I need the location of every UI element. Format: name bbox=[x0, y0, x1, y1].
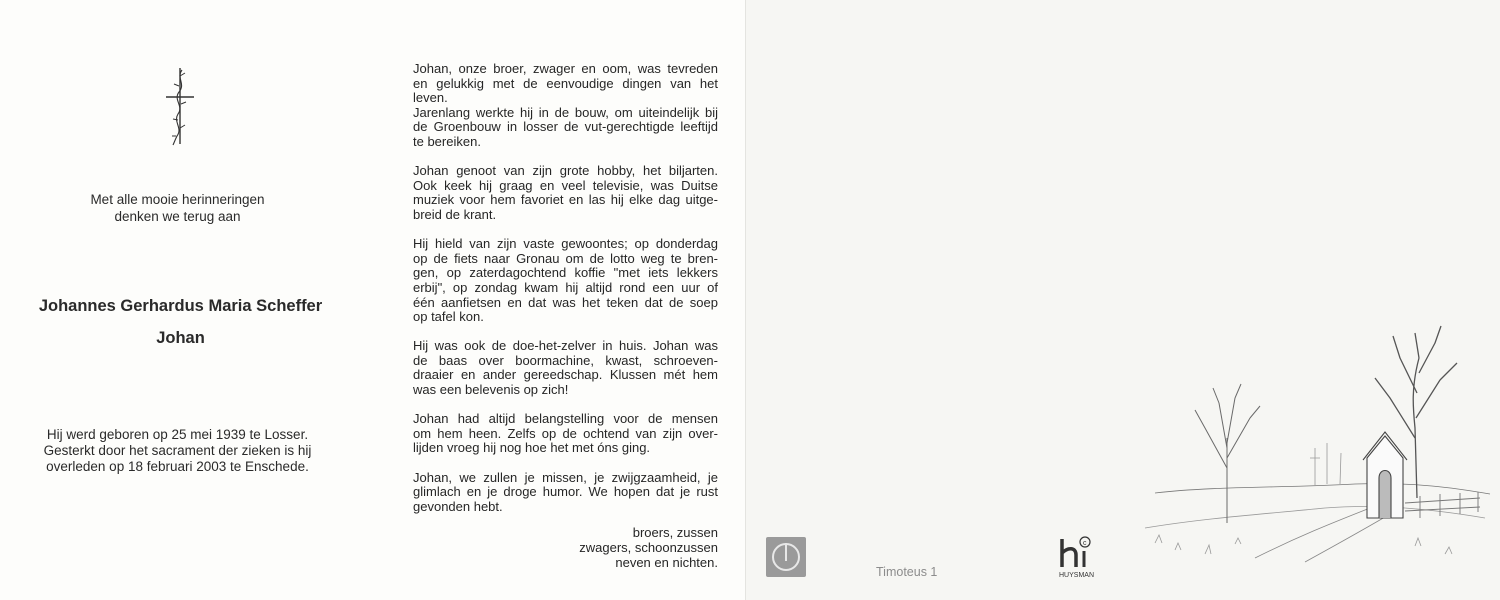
text-line: Johan, we zullen je missen, je zwijgzaamheid, je bbox=[413, 469, 718, 485]
text-line: Johan had altijd belangstelling voor de mensen bbox=[413, 411, 718, 427]
text-line: leven. bbox=[413, 90, 448, 106]
text-line: Johan, onze broer, zwager en oom, was tevreden bbox=[413, 61, 718, 76]
landscape-drawing bbox=[1135, 318, 1495, 563]
text-line: één aanfietsen en dat was het teken dat de soep bbox=[413, 294, 718, 310]
card-fold bbox=[745, 0, 746, 600]
paragraph bbox=[413, 412, 718, 456]
intro-line: Met alle mooie herinneringen bbox=[90, 192, 265, 207]
biography-line: overleden op 18 februari 2003 te Enschede. bbox=[46, 459, 309, 474]
deceased-full-name: Johannes Gerhardus Maria Scheffer bbox=[38, 297, 323, 315]
text-line: gevonden hebt. bbox=[413, 498, 503, 514]
text-line: om hem heen. Zelfs op de ochtend van zijn over- bbox=[413, 425, 718, 441]
text-line: erbij", op zondag kwam hij altijd rond een uur of bbox=[413, 279, 718, 295]
text-line: op tafel kon. bbox=[413, 309, 484, 325]
text-line: op de fiets naar Gronau om de lotto weg te bren- bbox=[413, 250, 718, 266]
text-line: gen, op zaterdagochtend koffie "met iets lekkers bbox=[413, 265, 718, 281]
text-line: was een belevenis op zich! bbox=[413, 382, 569, 398]
text-line: muziek voor hem favoriet en las hij elke dag uitge- bbox=[413, 192, 718, 208]
biography-text bbox=[20, 427, 335, 475]
signoff-line: zwagers, schoonzussen bbox=[579, 540, 718, 555]
text-line: Hij hield van zijn vaste gewoontes; op donderdag bbox=[413, 236, 718, 252]
publisher-logo-icon bbox=[766, 537, 806, 577]
text-line: lijden vroeg hij nog hoe het met óns ging. bbox=[413, 440, 651, 456]
text-line: Johan genoot van zijn grote hobby, het biljarten. bbox=[413, 163, 718, 179]
text-line: draaier en ander gereedschap. Klussen mét hem bbox=[413, 367, 718, 383]
paragraph bbox=[413, 62, 718, 150]
intro-text bbox=[40, 191, 315, 225]
deceased-nickname: Johan bbox=[156, 329, 205, 347]
signoff bbox=[540, 525, 718, 570]
text-line: breid de krant. bbox=[413, 206, 497, 222]
text-line: Hij was ook de doe-het-zelver in huis. Johan was bbox=[413, 338, 718, 354]
text-line: te bereiken. bbox=[413, 133, 481, 149]
cross-icon bbox=[160, 64, 200, 148]
memorial-text bbox=[413, 62, 718, 529]
signoff-line: broers, zussen bbox=[632, 525, 718, 540]
paragraph bbox=[413, 237, 718, 325]
text-line: Jarenlang werkte hij in de bouw, om uiteindelijk bij bbox=[413, 104, 718, 120]
signoff-line: neven en nichten. bbox=[615, 555, 718, 570]
text-line: de baas over boormachine, kwast, schroeven- bbox=[413, 352, 718, 368]
biography-line: Hij werd geboren op 25 mei 1939 te Losser. bbox=[46, 427, 309, 442]
printer-logo-text: HUYSMAN bbox=[1059, 572, 1095, 579]
logo-stem bbox=[785, 543, 787, 561]
text-line: glimlach en je droge humor. We hopen dat je rust bbox=[413, 484, 718, 500]
printer-logo-icon bbox=[1058, 535, 1098, 579]
paragraph bbox=[413, 471, 718, 515]
paragraph bbox=[413, 164, 718, 222]
paragraph bbox=[413, 339, 718, 397]
verse-reference: Timoteus 1 bbox=[876, 565, 938, 579]
intro-line: denken we terug aan bbox=[114, 209, 241, 224]
text-line: Ook keek hij graag en veel televisie, was Duitse bbox=[413, 177, 718, 193]
biography-line: Gesterkt door het sacrament der zieken is hij bbox=[43, 443, 312, 458]
text-line: en gelukkig met de eenvoudige dingen van het bbox=[413, 75, 718, 91]
text-line: de Groenbouw in losser de vut-gerechtigde leeftijd bbox=[413, 119, 718, 135]
svg-text:c: c bbox=[1083, 540, 1087, 547]
